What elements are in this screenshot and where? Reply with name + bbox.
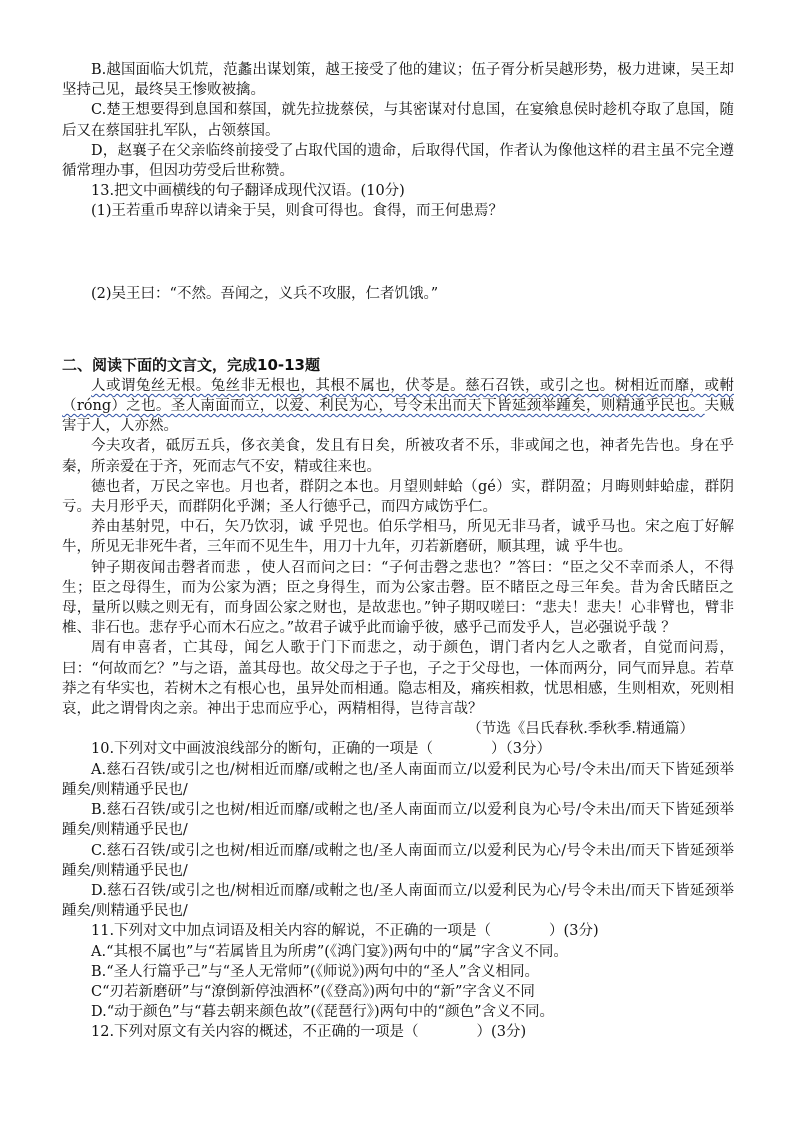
question-10-title: 10.下列对文中画波浪线部分的断句，正确的一项是（ ）（3分） (91, 741, 552, 758)
answer-space (62, 222, 734, 284)
question-13-sentence-2: (2)吴王曰：“不然。吾闻之，义兵不攻服，仁者饥饿。” (91, 285, 439, 302)
passage-paragraph-2: 今夫攻者，砥厉五兵，侈衣美食，发且有日矣，所被攻者不乐，非或闻之也，神者先告也。身在乎秦，所亲爱在于齐，死而志气不安，精或往来也。 (62, 438, 734, 475)
answer-space (62, 304, 734, 354)
passage-paragraph-5: 钟子期夜闻击磬者而悲 ，使人召而问之曰：“子何击磬之悲也？”答曰：“臣之父不幸而杀人，不得生；臣之母得生，而为公家为酒；臣之身得生，而为公家击磬。臣不睹臣之母三年矣。昔为舍氏睹臣之母，量所以赎之则无有，而身固公家之财也，是故悲也。”钟子期叹嗟曰：“悲夫！悲夫！心非臂也，臂非椎、非石也。悲存乎心而木石应之。”故君子诚乎此而谕乎彼，感乎己而发乎人，岂必强说乎哉 ？ (62, 559, 734, 637)
option-c-paragraph: C.楚王想要得到息国和蔡国，就先拉拢蔡侯，与其密谋对付息国，在宴飨息侯时趁机夺取了息国，随后又在蔡国驻扎军队，占领蔡国。 (62, 102, 734, 139)
question-10-option-c: C.慈石召铁/或引之也树/相近而靡/或軵之也/圣人南面而立/以爱利民为心/号令未出/而天下皆延颈举踵矣/则精通乎民也/ (62, 842, 734, 879)
document-page (62, 60, 734, 1043)
question-10-option-b: B.慈石召铁/或引之也树/相近而靡/或軵之也/圣人南面而立/以爱利良为心号/令未出/而天下皆延颈举踵矣/则精通乎民也/ (62, 802, 734, 839)
option-d-paragraph: D，赵襄子在父亲临终前接受了占取代国的遗命，后取得代国，作者认为像他这样的君主虽不完全遵循常理办事，但因功劳受后世称赞。 (62, 142, 734, 180)
option-b-paragraph: B.越国面临大饥荒，范蠡出谋划策，越王接受了他的建议；伍子胥分析吴越形势，极力进谏，吴王却坚持己见，最终吴王惨败被擒。 (62, 62, 734, 99)
question-11-option-b: B.“圣人行篇乎己”与“圣人无常师”(《师说》)两句中的“圣人”含义相同。 (91, 963, 540, 980)
question-11-option-d: D.“动于颜色”与“暮去朝来颜色故”(《琵琶行》)两句中的“颜色”含义不同。 (91, 1004, 555, 1021)
question-11-option-c: C“刃若新磨研”与“潦倒新停浊酒杯”(《登高》)两句中的“新”字含义不同 (91, 983, 535, 1000)
question-12-title: 12.下列对原文有关内容的概述，不正确的一项是（ ）(3分) (91, 1024, 527, 1041)
wavy-underlined-text: 人或谓兔丝无根。兔丝非无根也，其根不属也，伏苓是。慈石召铁，或引之也。树相近而靡，或軵（róng）之也。圣人南面而立，以爱、利民为心，号令未出而天下皆延颈举踵矣，则精通乎民也。 (62, 377, 734, 415)
question-11-option-a: A.“其根不属也”与“若属皆且为所虏”(《鸿门宴》)两句中的“属”字含义不同。 (91, 943, 568, 960)
passage-paragraph-6: 周有申喜者，亡其母，闻乞人歌于门下而悲之，动于颜色，谓门者内乞人之歌者，自觉而问焉，曰：“何故而乞？”与之语，盖其母也。故父母之于子也，子之于父母也，一体而两分，同气而异息。若草莽之有华实也，若树木之有根心也，虽异处而相通。隐志相及，痛疾相救，忧思相感，生则相欢，死则相哀，此之谓骨肉之亲。神出于忠而应乎心，两精相得，岂待言哉？ (62, 640, 734, 718)
question-13-title: 13.把文中画横线的句子翻译成现代汉语。(10分) (91, 183, 405, 200)
question-10-option-d: D.慈石召铁/或引之也/树相近而靡/或軵之也/圣人南面而立/以爱利民为心/号令未出/而天下皆延颈举踵矣/则精通乎民也/ (62, 882, 734, 920)
passage-paragraph-1 (62, 376, 734, 437)
question-11-title: 11.下列对文中加点词语及相关内容的解说，不正确的一项是（ ）(3分) (91, 923, 599, 940)
passage-paragraph-4: 养由基射兕，中石，矢乃饮羽，诚 乎兕也。伯乐学相马，所见无非马者，诚乎马也。宋之庖丁好解牛，所见无非死牛者，三年而不见生牛，用刀十九年，刃若新磨研，顺其理，诚 乎牛也。 (62, 519, 734, 556)
question-13-sentence-1: (1)王若重币卑辞以请籴于吴，则食可得也。食得，而王何患焉？ (91, 203, 504, 220)
question-10-option-a: A.慈石召铁/或引之也/树相近而靡/或軵之也/圣人南面而立/以爱利民为心号/令未出/而天下皆延颈举踵矣/则精通乎民也/ (62, 761, 734, 798)
passage-text: 夫贼害于人，人亦然。 (62, 398, 735, 435)
section-heading: 二、阅读下面的文言文，完成10-13题 (62, 355, 320, 374)
passage-source: （节选《吕氏春秋.季秋季.精通篇） (467, 721, 694, 738)
passage-paragraph-3: 德也者，万民之宰也。月也者，群阴之本也。月望则蚌蛤（gé）实，群阴盈；月晦则蚌蛤虚，群阴亏。夫月形乎天，而群阴化乎渊；圣人行德乎己，而四方咸饬乎仁。 (62, 478, 734, 516)
